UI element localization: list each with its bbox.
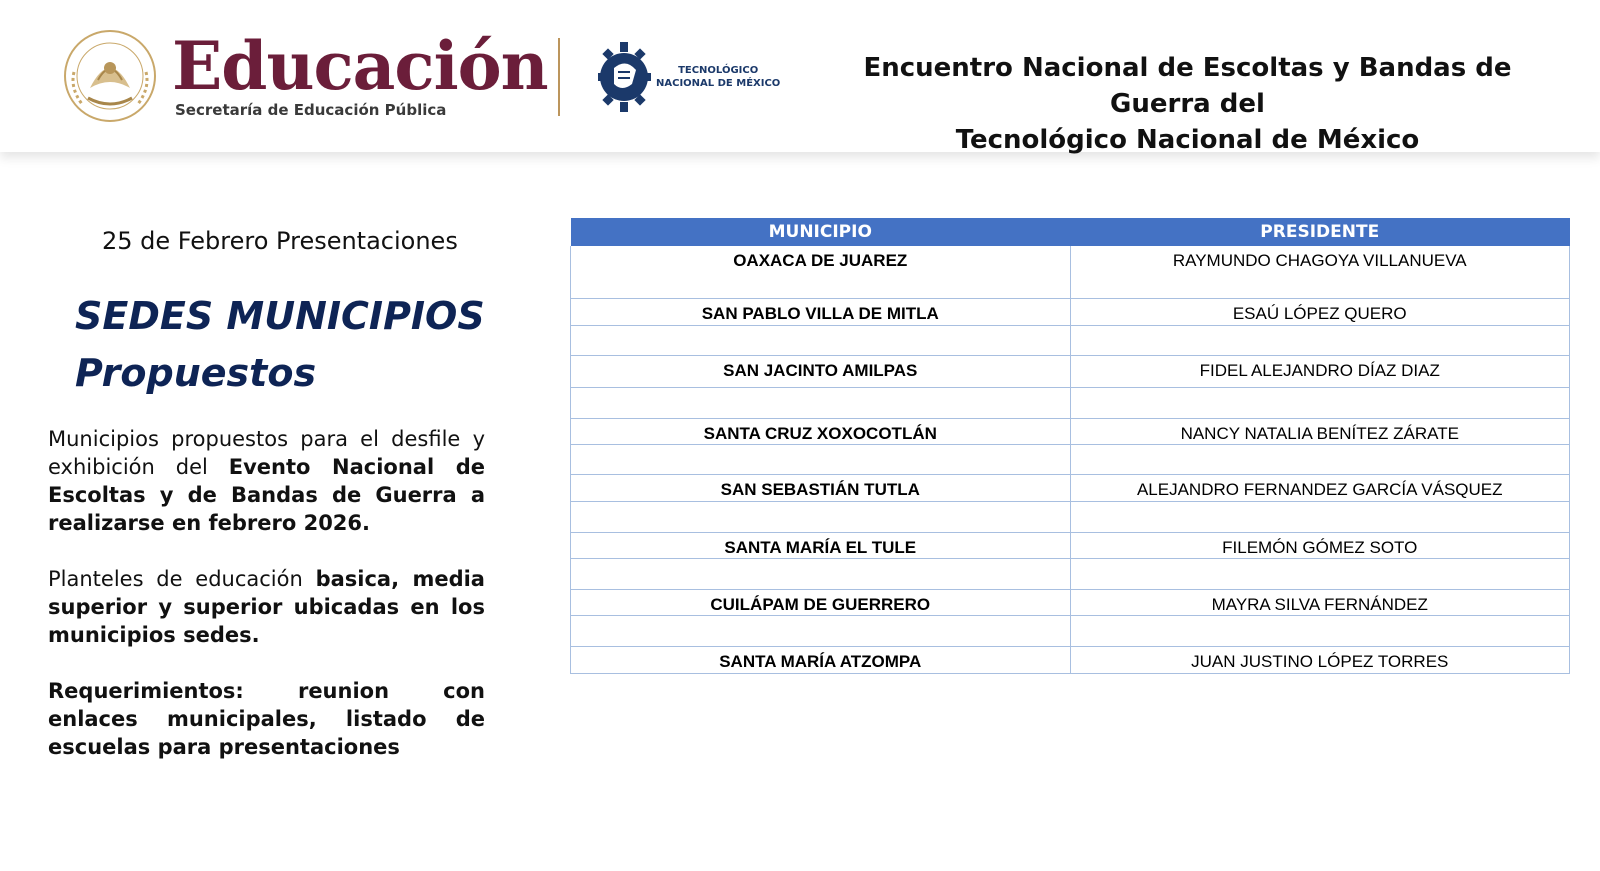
description-emphasis: Evento Nacional de Escoltas y de Bandas de Guerra a realizarse en febrero 2026.	[48, 455, 485, 535]
tecnm-line-1: TECNOLÓGICO	[678, 65, 759, 76]
schools-emphasis: basica, media superior y superior ubicadas en los municipios sedes.	[48, 567, 485, 647]
municipio-cell: CUILÁPAM DE GUERRERO	[571, 589, 1071, 615]
schools-text: Planteles de educación	[48, 567, 316, 591]
tecnm-line-2: NACIONAL DE MÉXICO	[656, 78, 781, 89]
table-row	[571, 418, 1570, 444]
municipio-cell: OAXACA DE JUAREZ	[571, 246, 1071, 298]
page-title-line-2: Tecnológico Nacional de México	[955, 125, 1420, 155]
presidente-cell: ALEJANDRO FERNANDEZ GARCÍA VÁSQUEZ	[1070, 474, 1570, 501]
page-title	[820, 50, 1555, 158]
table-row	[571, 532, 1570, 558]
spacer-cell	[571, 325, 1071, 355]
section-title-line-2: Propuestos	[75, 351, 317, 395]
table-row	[571, 355, 1570, 387]
page-title-line-1: Encuentro Nacional de Escoltas y Bandas de Guerra del	[863, 53, 1512, 119]
page-header	[0, 0, 1600, 155]
municipio-cell: SANTA MARÍA EL TULE	[571, 532, 1071, 558]
table-row	[571, 589, 1570, 615]
presidente-cell: FILEMÓN GÓMEZ SOTO	[1070, 532, 1570, 558]
column-header-municipio: MUNICIPIO	[571, 218, 1071, 246]
presidente-cell: RAYMUNDO CHAGOYA VILLANUEVA	[1070, 246, 1570, 298]
brand-wordmark: Educación	[172, 27, 548, 105]
municipio-cell: SAN JACINTO AMILPAS	[571, 355, 1071, 387]
municipio-cell: SAN SEBASTIÁN TUTLA	[571, 474, 1071, 501]
table-row	[571, 298, 1570, 325]
spacer-row	[571, 615, 1570, 646]
spacer-row	[571, 501, 1570, 532]
presidente-cell: MAYRA SILVA FERNÁNDEZ	[1070, 589, 1570, 615]
municipio-cell: SANTA MARÍA ATZOMPA	[571, 646, 1071, 673]
presidente-cell: FIDEL ALEJANDRO DÍAZ DIAZ	[1070, 355, 1570, 387]
mexico-coat-of-arms-seal-icon	[60, 28, 160, 124]
spacer-row	[571, 444, 1570, 474]
spacer-cell	[1070, 615, 1570, 646]
spacer-cell	[1070, 558, 1570, 589]
spacer-row	[571, 558, 1570, 589]
spacer-cell	[1070, 325, 1570, 355]
section-title-line-1: SEDES MUNICIPIOS	[75, 294, 485, 338]
municipios-table	[570, 218, 1570, 674]
spacer-cell	[1070, 387, 1570, 418]
municipio-cell: SANTA CRUZ XOXOCOTLÁN	[571, 418, 1071, 444]
spacer-cell	[571, 501, 1071, 532]
tecnm-wordmark	[656, 64, 780, 90]
date-line: 25 de Febrero Presentaciones	[102, 227, 458, 255]
table-row	[571, 646, 1570, 673]
table-header-row	[571, 218, 1570, 246]
requirements-paragraph: Requerimientos: reunion con enlaces municipales, listado de escuelas para presentaciones	[48, 679, 485, 759]
spacer-cell	[571, 387, 1071, 418]
presidente-cell: NANCY NATALIA BENÍTEZ ZÁRATE	[1070, 418, 1570, 444]
section-title	[75, 288, 485, 402]
spacer-cell	[1070, 444, 1570, 474]
spacer-cell	[1070, 501, 1570, 532]
schools-paragraph	[48, 565, 485, 649]
description-text: Municipios propuestos para el desfile y exhibición del	[48, 427, 485, 479]
column-header-presidente: PRESIDENTE	[1070, 218, 1570, 246]
presidente-cell: ESAÚ LÓPEZ QUERO	[1070, 298, 1570, 325]
municipio-cell: SAN PABLO VILLA DE MITLA	[571, 298, 1071, 325]
spacer-row	[571, 325, 1570, 355]
spacer-cell	[571, 444, 1071, 474]
header-divider	[558, 38, 560, 116]
description-paragraph	[48, 425, 485, 537]
municipios-table-container	[570, 218, 1570, 674]
table-row	[571, 474, 1570, 501]
spacer-cell	[571, 558, 1071, 589]
spacer-cell	[571, 615, 1071, 646]
presidente-cell: JUAN JUSTINO LÓPEZ TORRES	[1070, 646, 1570, 673]
tecnm-gear-logo-icon	[596, 38, 654, 116]
table-row	[571, 246, 1570, 298]
spacer-row	[571, 387, 1570, 418]
brand-subtitle: Secretaría de Educación Pública	[175, 101, 447, 119]
